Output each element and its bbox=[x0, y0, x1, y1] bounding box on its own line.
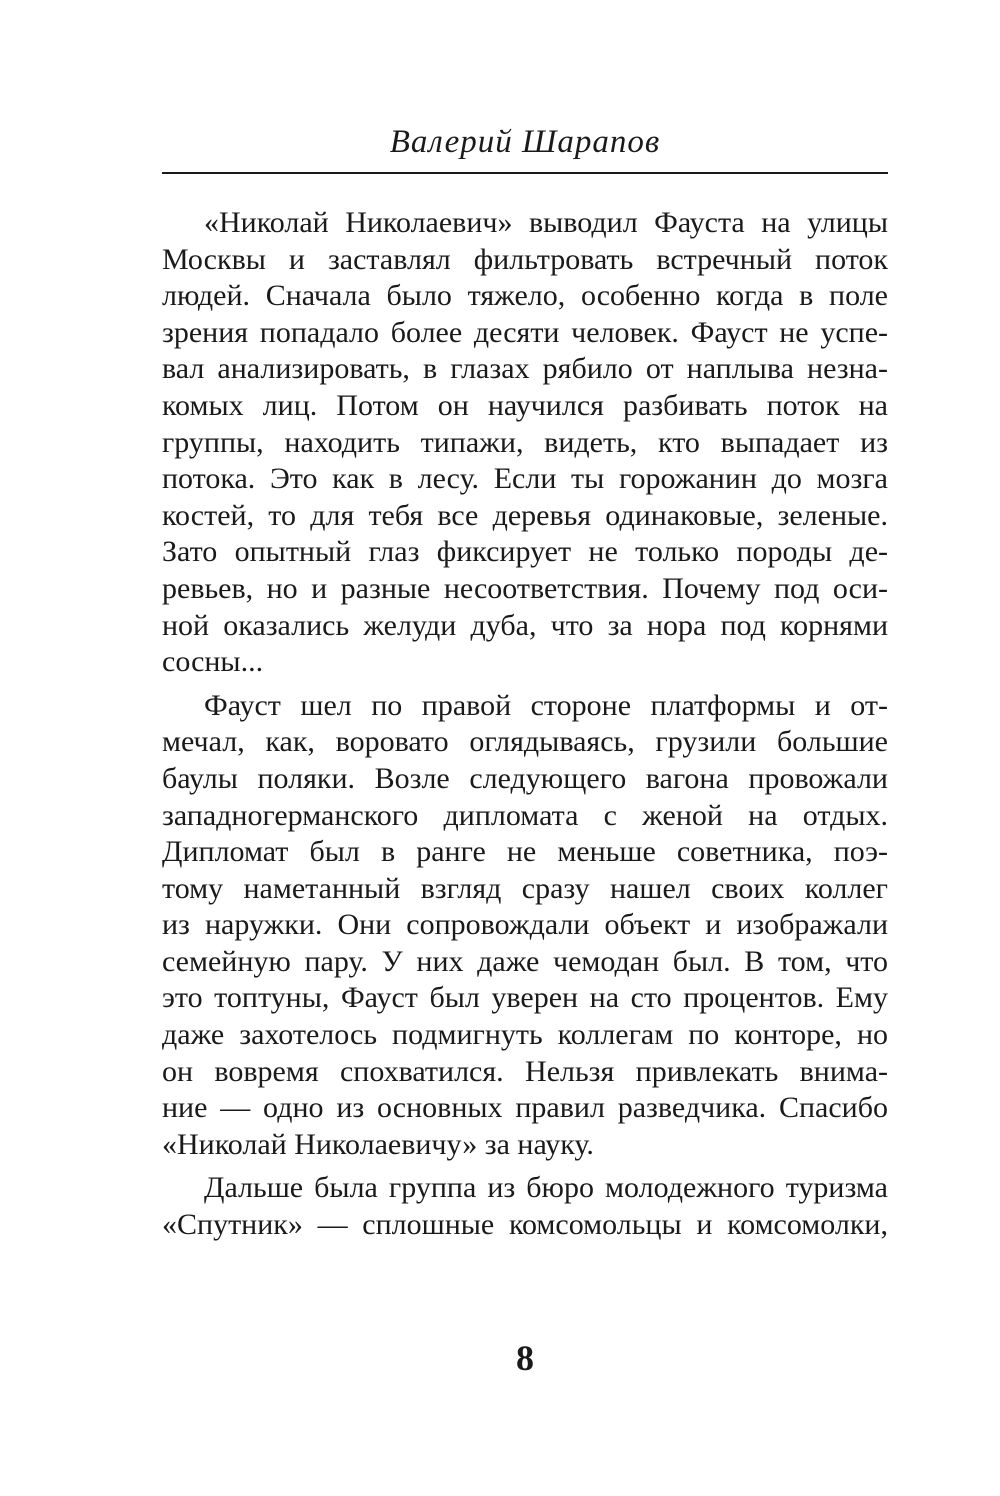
running-head-author: Валерий Шарапов bbox=[389, 124, 661, 160]
paragraph bbox=[162, 688, 888, 1164]
body-text bbox=[162, 205, 888, 1251]
text-line: вал анализировать, в глазах рябило от наплыва незна- bbox=[162, 352, 888, 386]
paragraph bbox=[162, 205, 888, 681]
text-line: сосны... bbox=[162, 645, 264, 679]
text-line: из наружки. Они сопровождали объект и изображали bbox=[162, 908, 888, 942]
text-line: мечал, как, воровато оглядываясь, грузили большие bbox=[162, 725, 888, 759]
text-line: группы, находить типажи, видеть, кто выпадает из bbox=[162, 425, 888, 459]
text-line: это топтуны, Фауст был уверен на сто процентов. Ему bbox=[162, 981, 888, 1015]
paragraph bbox=[162, 1170, 888, 1243]
text-line: ние — одно из основных правил разведчика. Спасибо bbox=[162, 1091, 888, 1125]
text-line: «Николай Николаевичу» за науку. bbox=[162, 1127, 594, 1161]
text-line: Фауст шел по правой стороне платформы и от- bbox=[204, 688, 888, 722]
text-line: он вовремя спохватился. Нельзя привлекать внима- bbox=[162, 1054, 888, 1088]
text-line: Москвы и заставлял фильтровать встречный поток bbox=[162, 242, 888, 276]
text-line: ревьев, но и разные несоответствия. Почему под оси- bbox=[162, 571, 888, 605]
text-line: людей. Сначала было тяжело, особенно когда в поле bbox=[162, 279, 888, 313]
text-line: тому наметанный взгляд сразу нашел своих коллег bbox=[162, 871, 888, 905]
text-line: зрения попадало более десяти человек. Фауст не успе- bbox=[162, 315, 888, 349]
text-line: потока. Это как в лесу. Если ты горожанин до мозга bbox=[162, 462, 888, 496]
text-line: «Николай Николаевич» выводил Фауста на улицы bbox=[204, 206, 888, 239]
header-rule bbox=[162, 172, 888, 174]
text-line: даже захотелось подмигнуть коллегам по конторе, но bbox=[162, 1018, 888, 1052]
page-number: 8 bbox=[516, 1338, 534, 1378]
text-line: семейную пару. У них даже чемодан был. В том, что bbox=[162, 944, 888, 978]
text-line: костей, то для тебя все деревья одинаковые, зеленые. bbox=[162, 498, 888, 532]
text-line: западногерманского дипломата с женой на отдых. bbox=[162, 798, 888, 832]
text-line: Дальше была группа из бюро молодежного туризма bbox=[204, 1171, 888, 1205]
text-line: «Спутник» — сплошные комсомольцы и комсомолки, bbox=[162, 1208, 888, 1242]
text-line: баулы поляки. Возле следующего вагона провожали bbox=[162, 761, 888, 795]
text-line: ной оказались желуди дуба, что за нора под корнями bbox=[162, 608, 888, 642]
text-line: Зато опытный глаз фиксирует не только породы де- bbox=[162, 535, 888, 569]
text-line: Дипломат был в ранге не меньше советника, поэ- bbox=[162, 835, 888, 869]
text-line: комых лиц. Потом он научился разбивать поток на bbox=[162, 388, 888, 422]
